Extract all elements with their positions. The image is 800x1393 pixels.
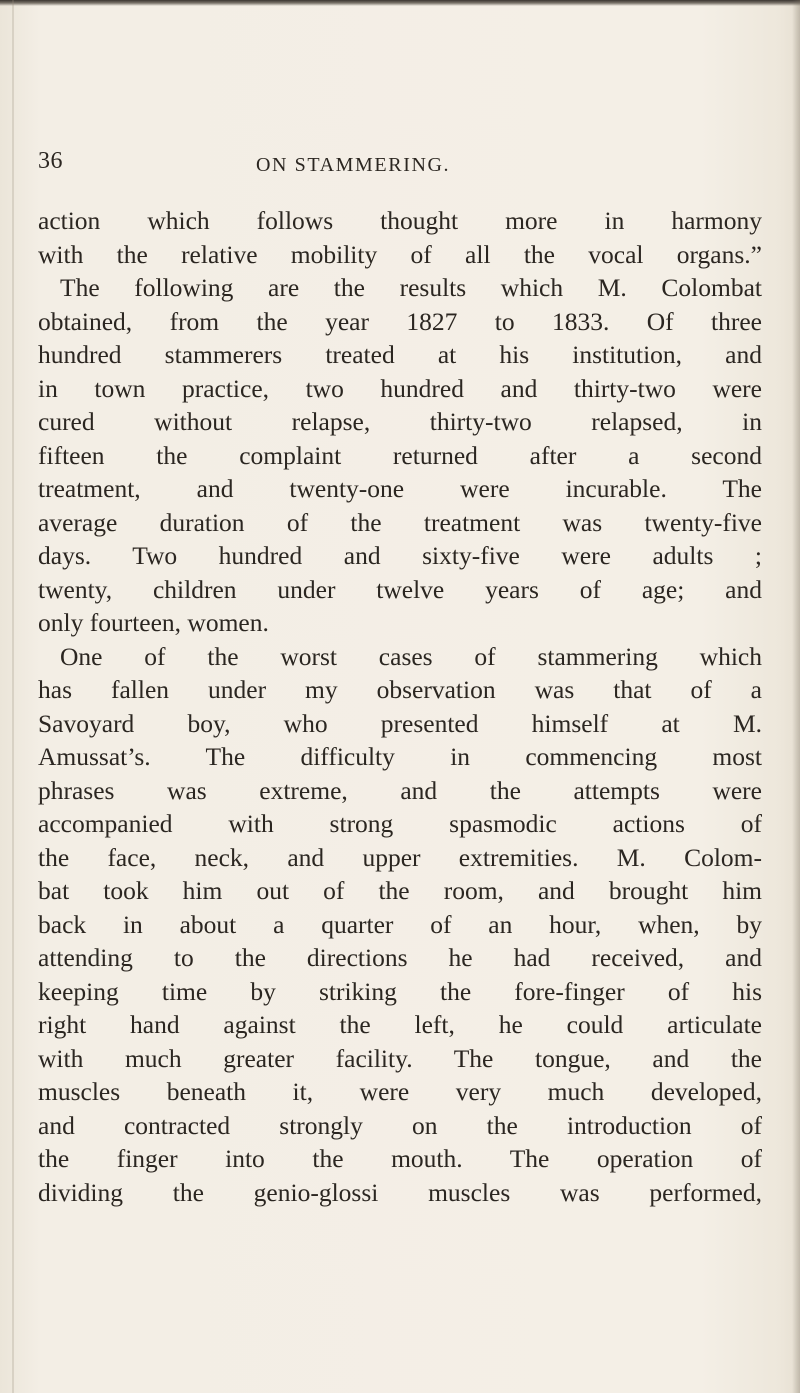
text-line: with much greater facility. The tongue, and the [38,1043,762,1073]
text-line: attending to the directions he had received, and [38,943,762,972]
page-top-edge [0,0,800,6]
text-line: with the relative mobility of all the vocal organs.” [38,239,762,269]
page-gutter-fold [12,0,14,1393]
text-line: cured without relapse, thirty-two relapsed, in [38,407,762,436]
text-line: Amussat’s. The difficulty in commencing most [38,742,762,771]
text-line: Savoyard boy, who presented himself at M. [38,708,762,738]
text-line: One of the worst cases of stammering which [60,641,762,671]
text-line: only fourteen, women. [38,608,269,637]
text-line: and contracted strongly on the introduction of [38,1110,762,1140]
text-line: average duration of the treatment was twenty-five [38,507,762,537]
text-line: hundred stammerers treated at his institution, and [38,340,762,369]
body-text [38,204,762,1209]
page-right-edge [792,0,800,1393]
text-line: bat took him out of the room, and brought him [38,876,762,905]
text-line: right hand against the left, he could articulate [38,1010,762,1039]
page-number: 36 [38,148,63,174]
text-line: muscles beneath it, were very much developed, [38,1077,762,1106]
text-line: action which follows thought more in harmony [38,206,762,235]
text-line: back in about a quarter of an hour, when, by [38,909,762,939]
running-head: ON STAMMERING. [256,154,451,176]
text-line: obtained, from the year 1827 to 1833. Of three [38,306,762,336]
text-line: fifteen the complaint returned after a second [38,440,762,470]
text-line: dividing the genio-glossi muscles was performed, [38,1177,762,1207]
text-line: The following are the results which M. Colombat [60,273,762,302]
text-line: in town practice, two hundred and thirty-two were [38,373,762,403]
text-line: has fallen under my observation was that of a [38,675,762,704]
text-line: treatment, and twenty-one were incurable. The [38,474,762,503]
page-header [0,148,800,184]
text-line: twenty, children under twelve years of age; and [38,574,762,604]
text-line: accompanied with strong spasmodic actions of [38,809,762,838]
text-line: the finger into the mouth. The operation of [38,1144,762,1173]
text-line: days. Two hundred and sixty-five were adults ; [38,541,762,570]
text-line: the face, neck, and upper extremities. M. Colom- [38,842,762,872]
text-line: keeping time by striking the fore-finger of his [38,976,762,1006]
text-line: phrases was extreme, and the attempts were [38,775,762,805]
